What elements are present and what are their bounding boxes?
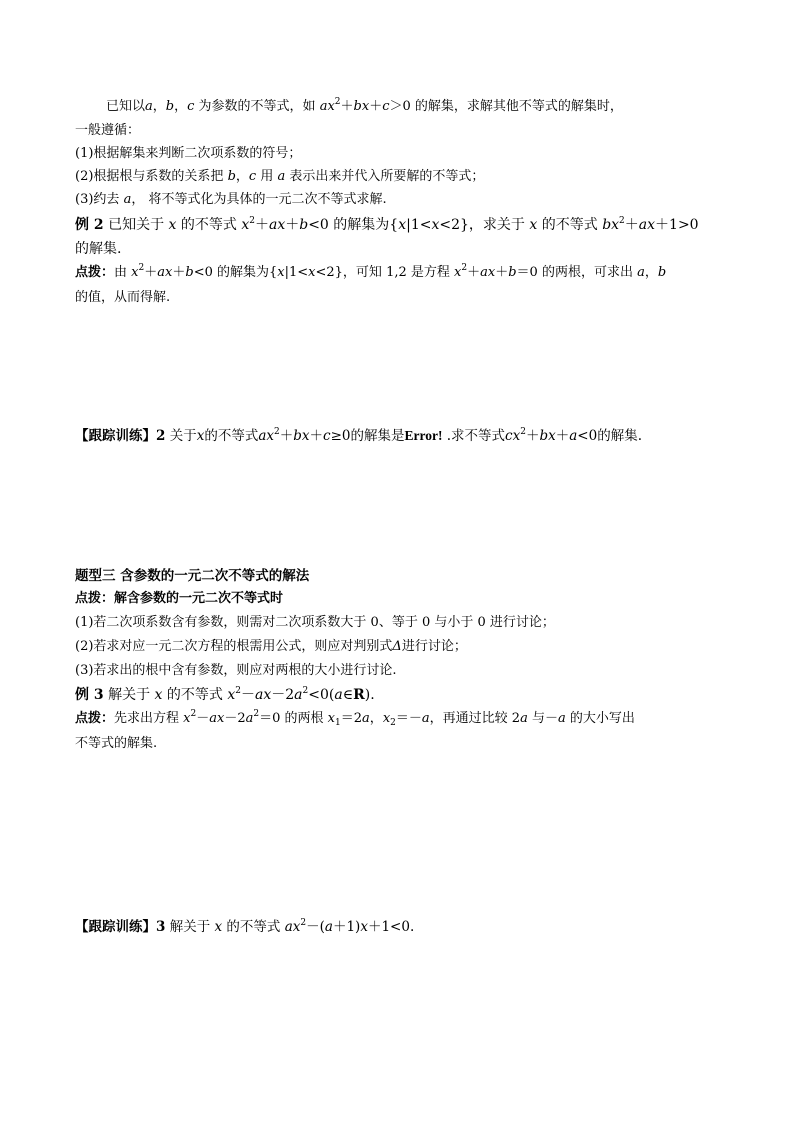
intro-line-2: 一般遵循： — [75, 123, 141, 138]
intro-line-1: 已知以a，b，c 为参数的不等式，如 $ax^2+bx+c>0$ 的解集，求解其他不等式的解集时， — [106, 97, 623, 114]
intro-step-1: (1)根据解集来判断二次项系数的符号； — [75, 146, 302, 161]
intro-step-2: (2)根据根与系数的关系把 b，c 用 a 表示出来并代入所要解的不等式； — [75, 169, 485, 184]
section-3-title: 题型三 含参数的一元二次不等式的解法 — [75, 568, 310, 584]
hint-label: 点拨： — [75, 265, 115, 280]
section-3-hint-title: 点拨：解含参数的一元二次不等式时 — [75, 591, 284, 606]
section-3-point-2: (2)若求对应一元二次方程的根需用公式，则应对判别式Δ进行讨论； — [75, 639, 467, 654]
section-3-point-3: (3)若求出的根中含有参数，则应对两根的大小进行讨论. — [75, 663, 397, 678]
training-3-label: 【跟踪训练】3 — [75, 919, 166, 935]
example-3-hint-line-2: 不等式的解集. — [75, 736, 158, 751]
error-text: Error! — [404, 428, 443, 443]
example-2-line-1: 例 2 已知关于 x 的不等式 $x^2+ax+b<0$ 的解集为{x|1<x<2}，求关于 x 的不等式 $bx^2+ax+1>0$ — [75, 216, 699, 233]
hint-label: 点拨： — [75, 711, 115, 726]
example-2-hint-line-2: 的值，从而得解. — [75, 290, 171, 305]
section-3-point-1: (1)若二次项系数含有参数，则需对二次项系数大于 0、等于 0 与小于 0 进行讨论； — [75, 615, 555, 630]
training-2-label: 【跟踪训练】2 — [75, 428, 166, 444]
intro-step-3: (3)约去 a， 将不等式化为具体的一元二次不等式求解. — [75, 192, 387, 207]
example-3-line: 例 3 解关于 x 的不等式 $x^2-ax-2a^2<0(a\in R)$. — [75, 686, 375, 703]
example-2-hint-line-1: 点拨：由 $x^2+ax+b<0$ 的解集为{x|1<x<2}，可知 1,2 是方程 $x^2+ax+b=0$ 的两根，可求出 a，b — [75, 263, 667, 280]
example-3-hint-line-1: 点拨：先求出方程 $x^2-ax-2a^2=0$ 的两根 $x_1=2a$，$x_2=-a$，再通过比较 2a 与－a 的大小写出 — [75, 709, 635, 728]
example-2-line-2: 的解集. — [75, 241, 122, 257]
example-2-label: 例 2 — [75, 217, 104, 233]
training-2: 【跟踪训练】2 关于x的不等式$ax^2+bx+c\ge 0$的解集是Error! .求不等式$cx^2+bx+a<0$的解集. — [75, 427, 642, 444]
example-3-label: 例 3 — [75, 687, 104, 703]
training-3: 【跟踪训练】3 解关于 x 的不等式 $ax^2-(a+1)x+1<0$. — [75, 918, 415, 935]
